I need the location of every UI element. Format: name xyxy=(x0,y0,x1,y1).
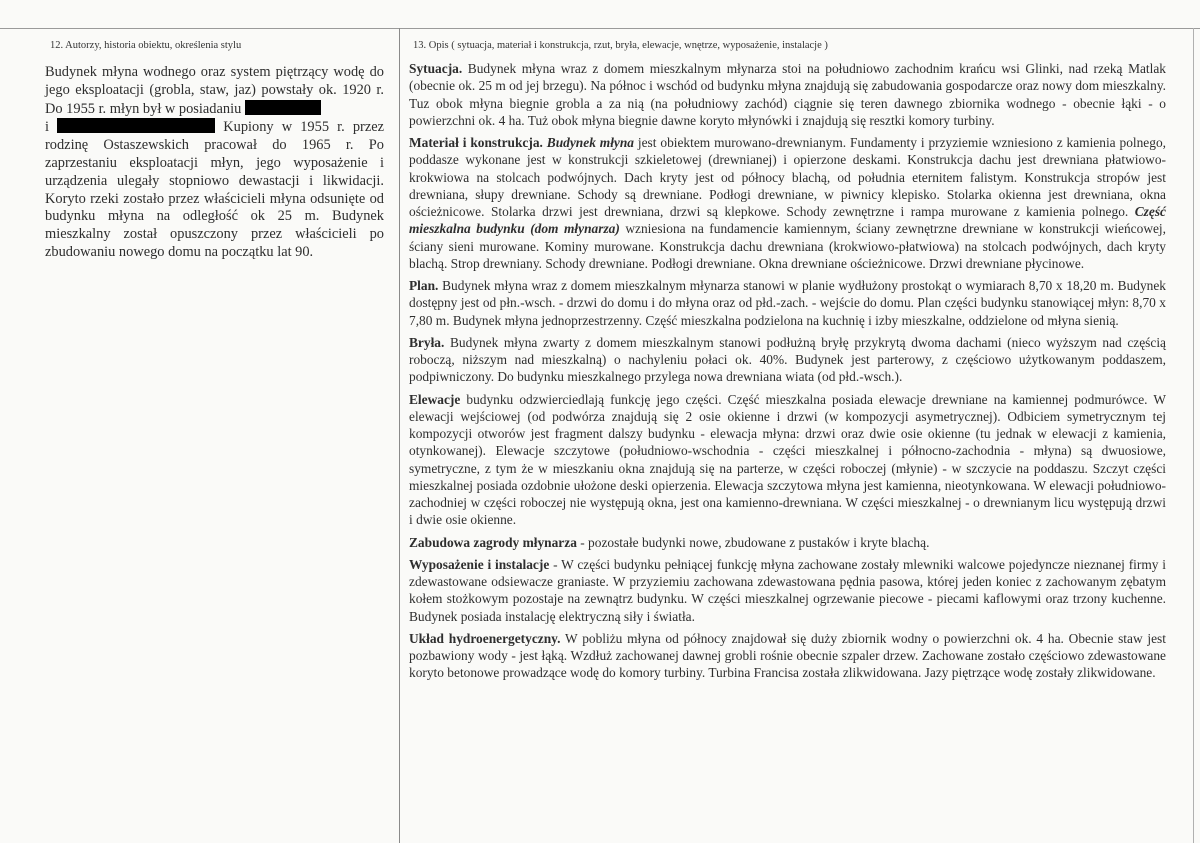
column-divider xyxy=(399,28,400,843)
history-text-part-1: Budynek młyna wodnego oraz system piętrzący wodę do jego eksploatacji (grobla, staw, jaz) powstały ok. 1920 r. Do 1955 r. młyn był w posiadaniu xyxy=(45,64,384,117)
history-text-part-2: i xyxy=(45,119,58,136)
text-uklad: W pobliżu młyna od północy znajdował się duży zbiornik wodny o powierzchni ok. 4 ha. Obecnie staw jest pozbawiony wody - jest łąką. Wzdłuż zachowanej dawnej grobli rośnie obecnie szpaler drzew. Zachowane zostało częściowo zdewastowane koryto betonowe prowadzące wodę do komory turbiny. Turbina Francisa została zlikwidowana. Jazy piętrzące wodę zostały zlikwidowane. xyxy=(409,630,1166,681)
paragraph-plan xyxy=(409,277,1166,329)
label-bryla: Bryła. xyxy=(409,334,445,350)
text-plan: Budynek młyna wraz z domem mieszkalnym młynarza stanowi w planie wydłużony prostokąt o wymiarach 8,70 x 18,20 m. Budynek dostępny jest od płn.-wsch. - drzwi do domu i do młyna oraz od płd.-zach. - wejście do domu. Plan części budynku stanowiącej młyn: 8,70 x 7,80 m. Budynek młyna jednoprzestrzenny. Część mieszkalna podzielona na kuchnię i izby mieszkalne, oddzielone od młyna sienią. xyxy=(409,278,1166,328)
paragraph-wyposazenie xyxy=(409,556,1166,625)
text-sytuacja: Budynek młyna wraz z domem mieszkalnym młynarza stoi na południowo zachodnim krańcu wsi Glinki, nad rzeką Matlak (obecnie ok. 25 m od jej brzegu). Na północ i wschód od budynku młyna znajdują się zabudowania gospodarcze oraz nowy dom mieszkalny. Tuz obok młyna biegnie grobla a za nią (na południowy zachód) ciągnie się teren dawnego zbiornika wodnego - obecnie łąki - o powierzchni ok. 4 ha. Tuż obok młyna biegnie dawne koryto młynówki i znajdują się resztki komory turbiny. xyxy=(409,61,1166,128)
history-text xyxy=(45,64,384,262)
right-border xyxy=(1193,28,1194,843)
right-section-heading: 13. Opis ( sytuacja, materiał i konstrukcja, rzut, bryła, elewacje, wnętrze, wyposażenie, instalacje ) xyxy=(413,40,828,51)
label-plan: Plan. xyxy=(409,278,439,293)
label-elewacje: Elewacje xyxy=(409,391,461,407)
text-zabudowa: - pozostałe budynki nowe, zbudowane z pustaków i kryte blachą. xyxy=(576,534,930,550)
paragraph-sytuacja xyxy=(409,60,1166,129)
text-material-2: wzniesiona na fundamencie kamiennym, ściany zewnętrzne drewniane w konstrukcji wieńcowej, ściany sieni murowane. Kominy murowane. Konstrukcja dachu drewniana (krokwiowo-płatwiowa) na stolcach podwójnych, dach kryty blachą. Strop drewniany. Schody drewniane. Podłogi drewniane. Okna drewniane ościeżnicowe. Drzwi drewniane płycinowe. xyxy=(409,221,1166,271)
label-zabudowa: Zabudowa zagrody młynarza xyxy=(409,534,577,550)
text-material-1: jest obiektem murowano-drewnianym. Fundamenty i przyziemie wzniesiono z kamienia polnego, poddasze wykonane jest w konstrukcji szkieletowej (drewnianej) i opierzone deskami. Konstrukcja dachu jest drewniana płatwiowo-krokwiowa na stolcach podwójnych. Dach kryty jest od północy blachą, od południa eternitem falistym. Konstrukcja stropów jest drewniana, słupy drewniane. Schody są drewniane. Podłogi drewniane, w piwnicy klepisko. Stolarka okienna jest drewniana, okna ościeżnicowe. Stolarka drzwi jest drewniana, drzwi są klepkowe. Schody zewnętrzne i rampa murowane z kamienia polnego. xyxy=(409,135,1166,219)
paragraph-elewacje xyxy=(409,391,1166,529)
history-text-part-3: Kupiony w 1955 r. przez rodzinę Ostaszewskich pracował do 1965 r. Po zaprzestaniu eksploatacji młyn, jego wyposażenie i urządzenia ulegały stopniowo dewastacji i likwidacji. Koryto rzeki zostało przez właścicieli młyna odsunięte od budynku młyna na odległość ok 25 m. Budynek mieszkalny został opuszczony przez właścicieli po zbudowaniu nowego domu na początku lat 90. xyxy=(45,119,384,260)
paragraph-zabudowa xyxy=(409,534,1166,551)
label-uklad: Układ hydroenergetyczny. xyxy=(409,630,561,646)
top-border xyxy=(0,28,1200,29)
emph-budynek-mlyna: Budynek młyna xyxy=(546,135,634,150)
label-wyposazenie: Wyposażenie i instalacje xyxy=(409,556,550,572)
text-wyposazenie: - W części budynku pełniącej funkcję młyna zachowane zostały mlewniki walcowe pojedyncze nieznanej firmy i zdewastowane odsiewacze graniaste. W przyziemiu zachowana zdewastowana pędnia pasowa, której jeden koniec z zachowanym zębatym kołem stożkowym pozostaje na zewnątrz budynku. W części mieszkalnej ogrzewanie piecowe - piecami kaflowymi oraz trzony kuchenne. Budynek posiada instalację elektryczną siły i światła. xyxy=(409,556,1166,624)
redaction-block-2 xyxy=(57,118,215,133)
left-section-heading: 12. Autorzy, historia obiektu, określenia stylu xyxy=(50,40,242,51)
text-bryla: Budynek młyna zwarty z domem mieszkalnym stanowi podłużną bryłę przykrytą dwoma dachami (nieco wyższym nad częścią roboczą, niższym nad mieszkalną) o nachyleniu połaci ok. 40%. Budynek jest parterowy, z częściowo użytkowanym poddaszem, podpiwniczony. Do budynku mieszkalnego przylega nowa drewniana wiata (od płd.-wsch.). xyxy=(409,334,1166,385)
label-sytuacja: Sytuacja. xyxy=(409,61,463,76)
paragraph-material xyxy=(409,134,1166,272)
paragraph-bryla xyxy=(409,334,1166,386)
text-elewacje: budynku odzwierciedlają funkcję jego części. Część mieszkalna posiada elewacje drewniane na kamiennej podmurówce. W elewacji wejściowej (od podwórza znajdują się 2 osie okienne i drzwi (w kompozycji asymetrycznej). Odbiciem symetrycznym tej kompozycji otworów jest fragment dalszy budynku - elewacja młyna: drzwi oraz dwie osie okienne (tu jednak w elewacji z kamienia, otynkowanej). Elewacje szczytowe (południowo-wschodnia - części mieszkalnej i północno-zachodnia - młyna) są dwuosiowe, symetryczne, z tym że w mieszkaniu okna znajdują się na parterze, w części roboczej (młynie) - w szczycie na poddaszu. Szczyt części mieszkalnej posiada ozdobnie ułożone deski opierzenia. Elewacja szczytowa młyna jest kamienna, nieotynkowana. W elewacji południowo-zachodniej w części roboczej nie występują okna, jest ona kamienno-drewniana. W części mieszkalnej - o drewnianym licu występują drzwi i dwie osie okienne. xyxy=(409,391,1166,528)
paragraph-uklad xyxy=(409,630,1166,682)
description-column xyxy=(409,60,1166,687)
redaction-block-1 xyxy=(245,100,321,115)
emph-czesc-mieszkalna: Część mieszkalna budynku (dom młynarza) xyxy=(409,204,1166,237)
label-material: Materiał i konstrukcja. xyxy=(409,135,543,150)
